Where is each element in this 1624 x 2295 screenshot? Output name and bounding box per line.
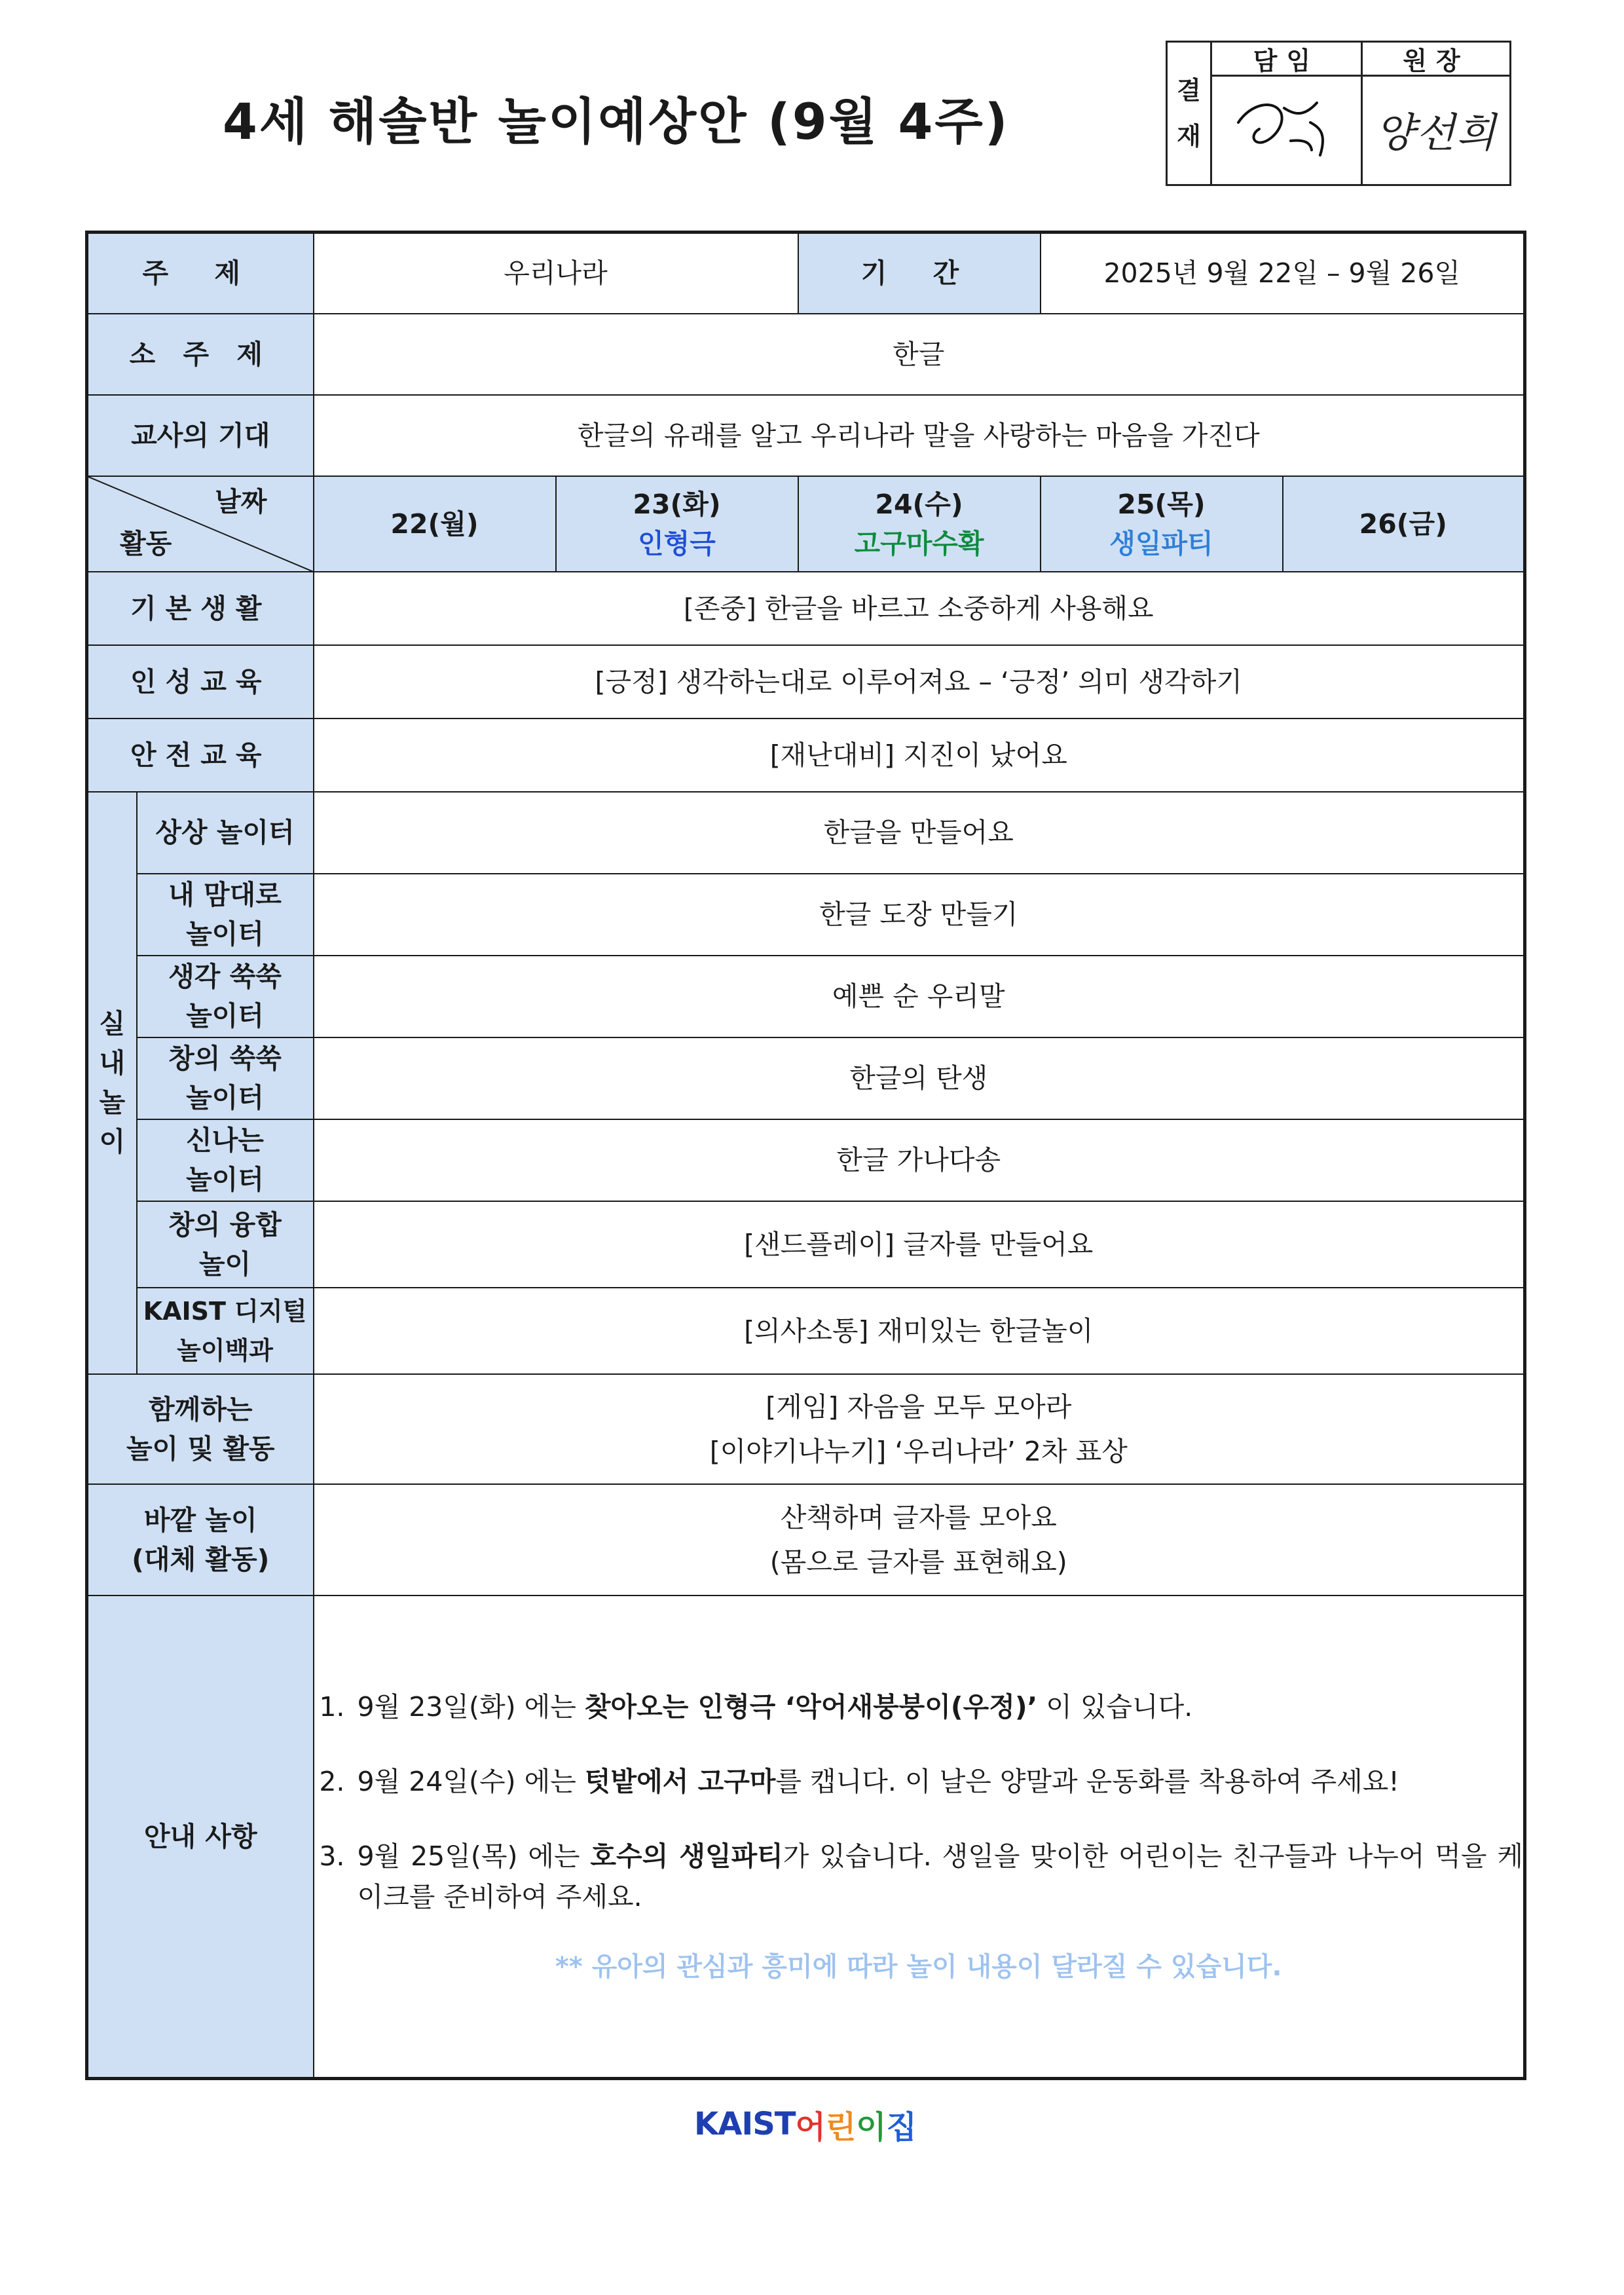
indoor-item-value: [샌드플레이] 글자를 만들어요 [314, 1201, 1525, 1288]
indoor-item-label-line: 내 맘대로 [168, 879, 282, 910]
indoor-item-label-line: 놀이백과 [177, 1335, 273, 1365]
indoor-item-label-line: 상상 놀이터 [155, 817, 295, 848]
logo-char: 집 [886, 2108, 917, 2146]
together-label [87, 1374, 314, 1484]
diag-top-label: 날짜 [215, 485, 267, 517]
logo-brand: KAIST [694, 2106, 796, 2142]
together-label-line: 놀이 및 활동 [126, 1432, 275, 1465]
indoor-item-label-line: 놀이터 [186, 1164, 264, 1195]
kaist-logo [694, 2101, 930, 2147]
together-line: [게임] 자음을 모두 모아라 [766, 1390, 1072, 1423]
indoor-item-label-line: 생각 쑥쑥 [168, 961, 282, 992]
indoor-item-label [137, 956, 314, 1037]
notice-bold: 찾아오는 인형극 ‘악어새붕붕이(우정)’ [584, 1690, 1038, 1723]
subtheme-value: 한글 [314, 314, 1525, 395]
indoor-group-char: 이 [99, 1126, 126, 1157]
approval-side-char: 재 [1177, 122, 1201, 151]
approval-side-label [1168, 43, 1212, 184]
indoor-item-label-line: 놀이 [198, 1248, 251, 1280]
indoor-item-value: [의사소통] 재미있는 한글놀이 [314, 1288, 1525, 1374]
day-date: 23(화) [633, 488, 721, 520]
logo-char: 이 [856, 2108, 887, 2146]
indoor-item-label [137, 1201, 314, 1288]
approval-side-char: 결 [1177, 76, 1201, 105]
theme-label-text: 주 제 [142, 257, 259, 289]
director-signature: 양선희 [1375, 109, 1497, 157]
indoor-group-label [87, 792, 137, 1374]
page-title: 4세 해솔반 놀이예상안 (9월 4주) [223, 92, 1010, 151]
plan-table [85, 231, 1526, 2080]
day-cell [314, 476, 556, 572]
indoor-item-value: 한글 가나다송 [314, 1119, 1525, 1201]
basic-value: [존중] 한글을 바르고 소중하게 사용해요 [314, 572, 1525, 645]
expect-value: 한글의 유래를 알고 우리나라 말을 사랑하는 마음을 가진다 [314, 395, 1525, 476]
subtheme-label [87, 314, 314, 395]
day-cell [1283, 476, 1525, 572]
outdoor-line: 산책하며 글자를 모아요 [780, 1501, 1057, 1533]
diag-bottom-label: 활동 [120, 527, 172, 559]
theme-label [87, 233, 314, 314]
notice-text: 가 있습니다. 생일을 맞이한 어린이는 친구들과 나누어 먹을 케이크를 준비하여 주세요. [357, 1840, 1523, 1912]
notice-item [354, 1836, 1524, 1917]
together-line: [이야기나누기] ‘우리나라’ 2차 표상 [709, 1435, 1128, 1467]
character-label [87, 645, 314, 718]
indoor-item-label-line: 창의 융합 [168, 1208, 282, 1241]
notice-item [354, 1761, 1524, 1802]
outdoor-label-line: (대체 활동) [132, 1543, 270, 1575]
indoor-item-label [137, 1119, 314, 1201]
approval-teacher-header: 담임 [1212, 43, 1361, 77]
indoor-item-label-line: 놀이터 [186, 918, 264, 950]
notice-text: 를 캡니다. 이 날은 양말과 운동화를 착용하여 주세요! [775, 1765, 1399, 1797]
indoor-group-char: 내 [99, 1047, 126, 1079]
notice-footnote: ** 유아의 관심과 흥미에 따라 놀이 내용이 달라질 수 있습니다. [555, 1951, 1282, 1982]
together-value [314, 1374, 1525, 1484]
notice-text: 이 있습니다. [1037, 1690, 1193, 1723]
outdoor-label [87, 1484, 314, 1595]
period-label-text: 기 간 [860, 257, 978, 289]
indoor-item-value: 예쁜 순 우리말 [314, 956, 1525, 1037]
outdoor-label-line: 바깥 놀이 [143, 1504, 257, 1536]
notice-bold: 호수의 생일파티 [590, 1840, 783, 1872]
logo-char: 어 [795, 2108, 826, 2146]
day-cell [1041, 476, 1283, 572]
notice-text: 9월 24일(수) 에는 [357, 1765, 585, 1797]
indoor-item-value: 한글을 만들어요 [314, 792, 1525, 874]
indoor-item-label [137, 1288, 314, 1374]
day-date: 22(월) [390, 508, 479, 540]
day-event: 고구마수확 [854, 527, 984, 559]
indoor-item-label [137, 792, 314, 874]
notice-text: 9월 25일(목) 에는 [357, 1840, 591, 1872]
safety-label [87, 718, 314, 792]
indoor-item-label-line: 창의 쑥쑥 [168, 1043, 282, 1074]
indoor-item-label-line: KAIST 디지털 [143, 1296, 307, 1326]
indoor-item-label [137, 1037, 314, 1119]
notice-item [354, 1687, 1524, 1727]
notice-content [314, 1595, 1525, 2079]
indoor-item-value: 한글 도장 만들기 [314, 874, 1525, 956]
logo-char: 린 [825, 2108, 857, 2146]
subtheme-label-text: 소 주 제 [129, 338, 272, 370]
approval-director [1363, 43, 1509, 184]
teacher-signature-icon [1212, 77, 1359, 184]
period-value: 2025년 9월 22일 – 9월 26일 [1041, 233, 1525, 314]
day-cell [798, 476, 1041, 572]
outdoor-line: (몸으로 글자를 표현해요) [769, 1546, 1067, 1578]
notice-bold: 텃밭에서 고구마 [584, 1765, 776, 1797]
theme-value: 우리나라 [314, 233, 798, 314]
notice-label: 안내 사항 [87, 1595, 314, 2079]
safety-label-text: 안전교육 [130, 739, 271, 771]
approval-director-header: 원장 [1363, 43, 1509, 77]
basic-label [87, 572, 314, 645]
together-label-line: 함께하는 [149, 1393, 253, 1425]
day-date: 26(금) [1359, 508, 1447, 540]
indoor-item-label-line: 신나는 [186, 1125, 264, 1156]
basic-label-text: 기본생활 [130, 592, 271, 624]
indoor-group-char: 놀 [99, 1087, 126, 1118]
notice-list [314, 1687, 1524, 1917]
date-activity-header [87, 476, 314, 572]
day-event: 인형극 [638, 527, 716, 559]
day-event: 생일파티 [1109, 527, 1213, 559]
approval-box [1166, 41, 1511, 186]
character-label-text: 인성교육 [130, 665, 271, 698]
indoor-item-label-line: 놀이터 [186, 1082, 264, 1113]
indoor-item-label-line: 놀이터 [186, 1000, 264, 1032]
indoor-item-label [137, 874, 314, 956]
character-value: [긍정] 생각하는대로 이루어져요 – ‘긍정’ 의미 생각하기 [314, 645, 1525, 718]
period-label [798, 233, 1041, 314]
day-cell [556, 476, 798, 572]
notice-text: 9월 23일(화) 에는 [357, 1690, 585, 1723]
indoor-item-value: 한글의 탄생 [314, 1037, 1525, 1119]
expect-label: 교사의 기대 [87, 395, 314, 476]
outdoor-value [314, 1484, 1525, 1595]
safety-value: [재난대비] 지진이 났어요 [314, 718, 1525, 792]
day-date: 25(목) [1117, 488, 1206, 520]
day-date: 24(수) [875, 488, 963, 520]
indoor-group-char: 실 [99, 1008, 126, 1039]
approval-teacher [1212, 43, 1363, 184]
